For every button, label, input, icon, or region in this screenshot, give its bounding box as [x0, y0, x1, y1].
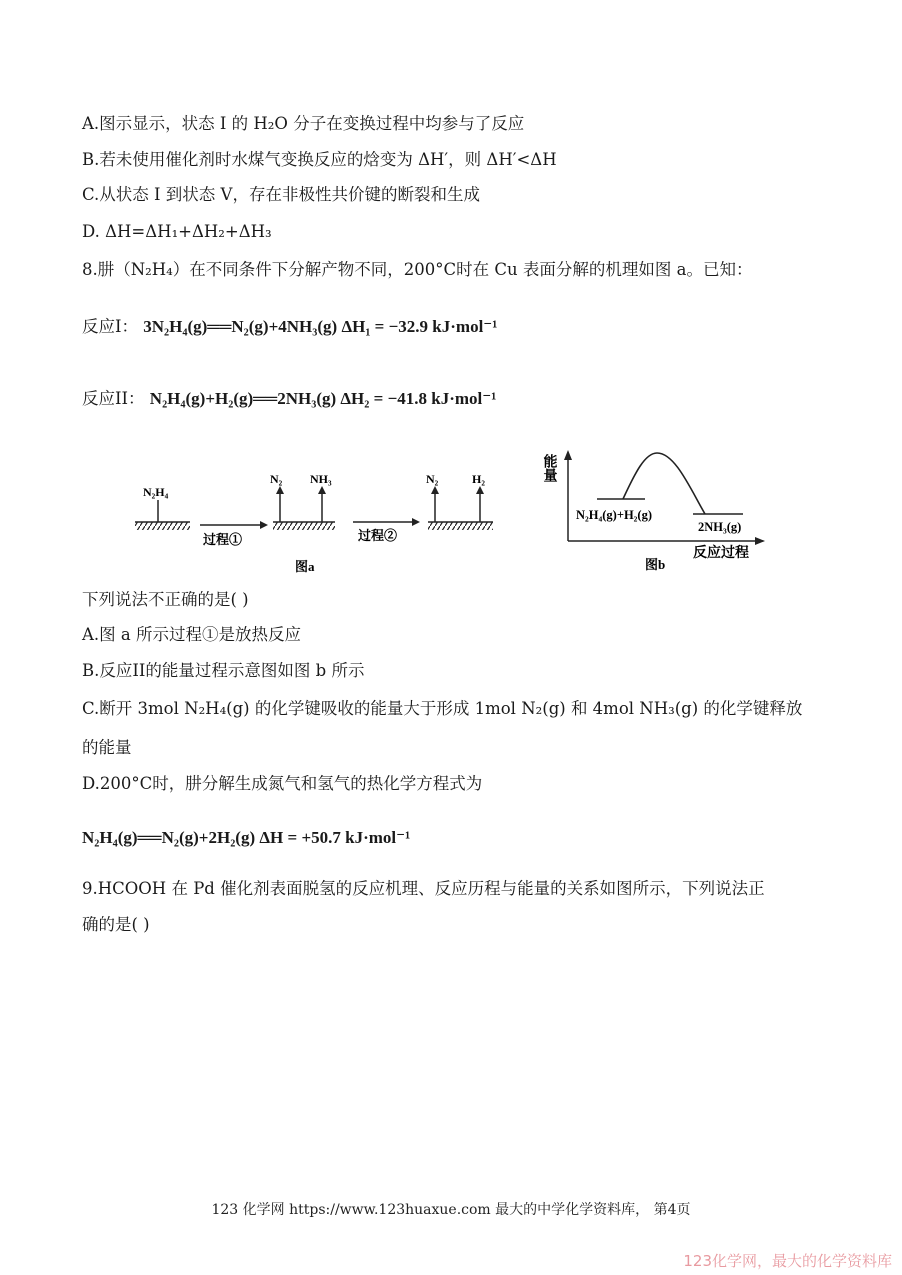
q8-question: 下列说法不正确的是( )	[82, 590, 249, 609]
molecule-n2-2: N₂	[426, 472, 439, 486]
figure-b	[541, 438, 775, 578]
y-axis-label: 能量	[541, 454, 557, 482]
reactants-label: N₂H₄(g)+H₂(g)	[576, 508, 652, 522]
reaction-2-label: 反应II：	[82, 389, 145, 408]
x-axis-label: 反应过程	[693, 546, 749, 561]
figure-b-caption: 图b	[645, 557, 666, 572]
q8-option-d-equation: N₂H₄(g)══N₂(g)+2H₂(g) ΔH = +50.7 kJ·mol⁻¹	[82, 828, 411, 847]
q7-option-b: B.若未使用催化剂时水煤气变换反应的焓变为 ΔH′，则 ΔH′<ΔH	[82, 150, 557, 169]
products-label: 2NH₃(g)	[698, 520, 742, 534]
reaction-1-label: 反应I：	[82, 317, 139, 336]
cu-surface-2	[273, 522, 335, 530]
molecule-n2-1: N₂	[270, 472, 283, 486]
q8-option-b: B.反应II的能量过程示意图如图 b 所示	[82, 661, 365, 680]
page-footer: 123 化学网 https://www.123huaxue.com 最大的中学化学资料库， 第4页	[211, 1202, 691, 1218]
cu-surface-3	[428, 522, 493, 530]
q9-stem-line1: 9.HCOOH 在 Pd 催化剂表面脱氢的反应机理、反应历程与能量的关系如图所示，下列说法正	[82, 879, 765, 898]
molecule-n2h4: N₂H₄	[143, 485, 169, 499]
reaction-1-equation: 3N₂H₄(g)══N₂(g)+4NH₃(g) ΔH₁ = −32.9 kJ·mol⁻¹	[143, 317, 498, 336]
q9-stem-line2: 确的是( )	[82, 915, 150, 934]
q8-option-d: D.200°C时，肼分解生成氮气和氢气的热化学方程式为	[82, 774, 483, 793]
figure-a	[125, 470, 525, 580]
q8-reaction-1	[82, 315, 497, 339]
process-1-label: 过程①	[203, 532, 243, 547]
molecule-h2: H₂	[472, 472, 485, 486]
q8-reaction-2	[82, 387, 496, 411]
q7-option-d: D. ΔH=ΔH₁+ΔH₂+ΔH₃	[82, 222, 272, 241]
figure-a-caption: 图a	[295, 559, 315, 574]
cu-surface-1	[135, 522, 190, 530]
q7-option-a: A.图示显示，状态 I 的 H₂O 分子在变换过程中均参与了反应	[82, 114, 525, 133]
q7-option-c: C.从状态 I 到状态 V，存在非极性共价键的断裂和生成	[82, 185, 480, 204]
molecule-nh3: NH₃	[310, 472, 332, 486]
process-2-label: 过程②	[358, 528, 398, 543]
energy-curve	[623, 453, 705, 514]
q8-option-c-line2: 的能量	[82, 738, 132, 757]
q8-stem: 8.肼（N₂H₄）在不同条件下分解产物不同，200°C时在 Cu 表面分解的机理如图 a。已知：	[82, 260, 753, 279]
q8-option-a: A.图 a 所示过程①是放热反应	[82, 625, 301, 644]
reaction-2-equation: N₂H₄(g)+H₂(g)══2NH₃(g) ΔH₂ = −41.8 kJ·mol⁻¹	[149, 389, 497, 408]
q8-option-c-line1: C.断开 3mol N₂H₄(g) 的化学键吸收的能量大于形成 1mol N₂(g) 和 4mol NH₃(g) 的化学键释放	[82, 699, 803, 718]
watermark: 123化学网，最大的化学资料库	[683, 1252, 892, 1270]
